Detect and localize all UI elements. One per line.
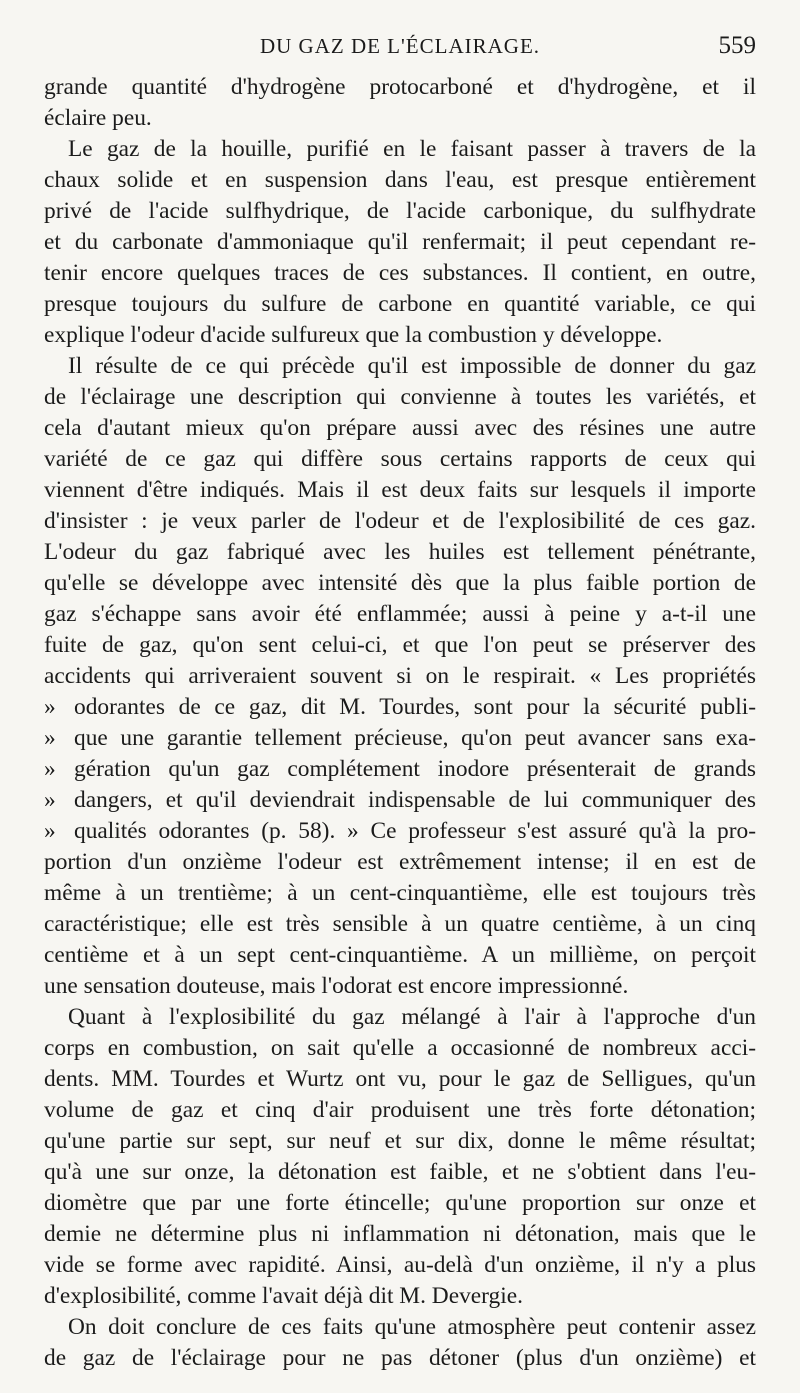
quoted-line — [44, 754, 756, 785]
text-line: vide se forme avec rapidité. Ainsi, au-delà d'un onzième, il n'y a plus — [44, 1252, 756, 1278]
running-title: DU GAZ DE L'ÉCLAIRAGE. — [259, 34, 541, 58]
text-line: et du carbonate d'ammoniaque qu'il renfermait; il peut cependant re- — [44, 229, 756, 255]
text-line: de gaz de l'éclairage pour ne pas détoner (plus d'un onzième) et — [44, 1345, 756, 1371]
text-line: gaz s'échappe sans avoir été enflammée; aussi à peine y a-t-il une — [44, 601, 756, 627]
text-line: chaux solide et en suspension dans l'eau, est presque entièrement — [44, 167, 756, 193]
text-line: odorantes de ce gaz, dit M. Tourdes, sont pour la sécurité publi- — [74, 694, 756, 720]
text-line: qu'une partie sur sept, sur neuf et sur dix, donne le même résultat; — [44, 1128, 756, 1154]
text-line: d'explosibilité, comme l'avait déjà dit M. Devergie. — [44, 1283, 523, 1309]
quote-mark: » — [44, 725, 56, 751]
quoted-line — [44, 816, 756, 847]
text-line: Il résulte de ce qui précède qu'il est impossible de donner du gaz — [68, 353, 756, 379]
quote-mark: » — [44, 787, 56, 813]
text-line: dangers, et qu'il deviendrait indispensable de lui communiquer des — [74, 787, 756, 813]
text-line: une sensation douteuse, mais l'odorat est encore impressionné. — [44, 973, 629, 999]
quote-mark: » — [44, 694, 56, 720]
text-line: diomètre que par une forte étincelle; qu'une proportion sur onze et — [44, 1190, 756, 1216]
text-line: dents. MM. Tourdes et Wurtz ont vu, pour le gaz de Selligues, qu'un — [44, 1066, 756, 1092]
text-line: grande quantité d'hydrogène protocarboné et d'hydrogène, et il — [44, 74, 756, 100]
text-line: volume de gaz et cinq d'air produisent une très forte détonation; — [44, 1097, 756, 1123]
text-line: caractéristique; elle est très sensible à un quatre centième, à un cinq — [44, 911, 756, 937]
text-line: Quant à l'explosibilité du gaz mélangé à l'air à l'approche d'un — [68, 1004, 756, 1030]
text-line: privé de l'acide sulfhydrique, de l'acide carbonique, du sulfhydrate — [44, 198, 756, 224]
text-line: Le gaz de la houille, purifié en le faisant passer à travers de la — [68, 136, 756, 162]
body-text — [44, 72, 756, 1374]
text-line: éclaire peu. — [44, 105, 152, 131]
text-line: qu'elle se développe avec intensité dès que la plus faible portion de — [44, 570, 756, 596]
quoted-line — [44, 723, 756, 754]
text-line: que une garantie tellement précieuse, qu'on peut avancer sans exa- — [74, 725, 756, 751]
text-line: fuite de gaz, qu'on sent celui-ci, et que l'on peut se préserver des — [44, 632, 756, 658]
text-line: qu'à une sur onze, la détonation est faible, et ne s'obtient dans l'eu- — [44, 1159, 756, 1185]
text-line: presque toujours du sulfure de carbone en quantité variable, ce qui — [44, 291, 756, 317]
text-line: corps en combustion, on sait qu'elle a occasionné de nombreux acci- — [44, 1035, 756, 1061]
text-line: L'odeur du gaz fabriqué avec les huiles est tellement pénétrante, — [44, 539, 756, 565]
text-line: gération qu'un gaz complétement inodore présenterait de grands — [74, 756, 756, 782]
text-line: de l'éclairage une description qui convienne à toutes les variétés, et — [44, 384, 756, 410]
text-line: explique l'odeur d'acide sulfureux que la combustion y développe. — [44, 322, 663, 348]
quote-mark: » — [44, 818, 56, 844]
text-line: viennent d'être indiqués. Mais il est deux faits sur lesquels il importe — [44, 477, 756, 503]
text-line: accidents qui arriveraient souvent si on le respirait. « Les propriétés — [44, 663, 756, 689]
quote-mark: » — [44, 756, 56, 782]
text-line: qualités odorantes (p. 58). » Ce professeur s'est assuré qu'à la pro- — [74, 818, 756, 844]
text-line: variété de ce gaz qui diffère sous certains rapports de ceux qui — [44, 446, 756, 472]
text-line: tenir encore quelques traces de ces substances. Il contient, en outre, — [44, 260, 756, 286]
text-line: portion d'un onzième l'odeur est extrêmement intense; il en est de — [44, 849, 756, 875]
quoted-line — [44, 785, 756, 816]
text-line: même à un trentième; à un cent-cinquantième, elle est toujours très — [44, 880, 756, 906]
page-number: 559 — [718, 32, 756, 59]
text-line: d'insister : je veux parler de l'odeur et de l'explosibilité de ces gaz. — [44, 508, 756, 534]
text-line: cela d'autant mieux qu'on prépare aussi avec des résines une autre — [44, 415, 756, 441]
text-line: centième et à un sept cent-cinquantième. A un millième, on perçoit — [44, 942, 756, 968]
quoted-line — [44, 692, 756, 723]
text-line: On doit conclure de ces faits qu'une atmosphère peut contenir assez — [68, 1314, 756, 1340]
text-line: demie ne détermine plus ni inflammation ni détonation, mais que le — [44, 1221, 756, 1247]
page-header — [44, 34, 756, 68]
